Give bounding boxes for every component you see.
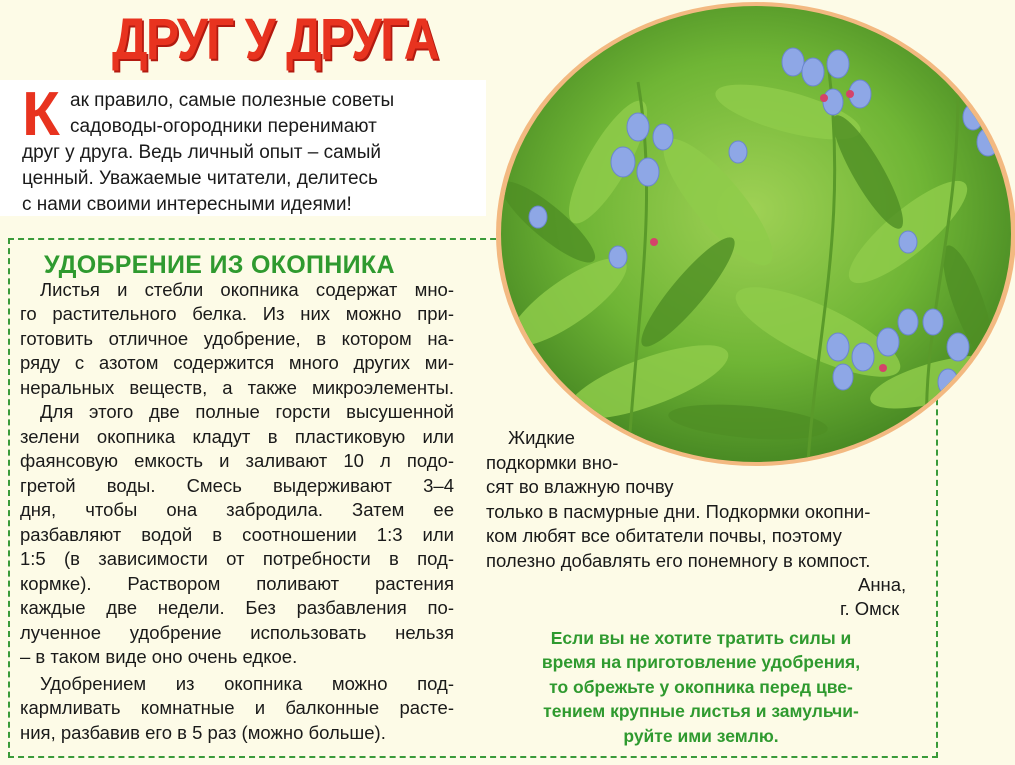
article-line: фаянсовую емкость и заливают 10 л подо- — [20, 450, 454, 471]
tip-line: время на приготовление удобрения, — [541, 652, 861, 672]
comfrey-photo — [488, 2, 1015, 466]
article-line: Удобрением из окопника можно под- — [40, 673, 454, 694]
article-line: Листья и стебли окопника содержат мно- — [40, 279, 454, 300]
intro-line-4: ценный. Уважаемые читатели, делитесь — [22, 168, 378, 189]
article-line: зелени окопника кладут в пластиковую или — [20, 426, 454, 447]
page-headline: ДРУГ У ДРУГА — [112, 7, 438, 72]
tip-line: тением крупные листья и замульчи- — [543, 701, 859, 721]
article-line: ния, разбавив его в 5 раз (можно больше). — [20, 722, 386, 743]
article-line: дня, чтобы она забродила. Затем ее — [20, 499, 454, 520]
author-name: Анна, — [858, 574, 907, 595]
continuation-line: подкормки вно- — [486, 452, 619, 473]
intro-line-2: садоводы-огородники перенимают — [70, 116, 377, 137]
tip-line: то обрежьте у окопника перед цве- — [549, 677, 853, 697]
intro-line-1: ак правило, самые полезные советы — [70, 90, 395, 111]
article-title: УДОБРЕНИЕ ИЗ ОКОПНИКА — [44, 251, 395, 279]
intro-line-3: друг у друга. Ведь личный опыт – самый — [22, 142, 381, 163]
article-line: Для этого две полные горсти высушенной — [40, 401, 454, 422]
article-line: кармливать комнатные и балконные расте- — [20, 697, 454, 718]
article-line: лученное удобрение использовать нельзя — [20, 622, 454, 643]
continuation-line: полезно добавлять его понемногу в компост. — [486, 550, 871, 571]
article-line: разбавляют водой в соотношении 1:3 или — [20, 524, 454, 545]
intro-line-5: с нами своими интересными идеями! — [22, 194, 352, 215]
continuation-line: ком любят все обитатели почвы, поэтому — [486, 525, 842, 546]
article-line: 1:5 (в зависимости от потребности в под- — [20, 548, 454, 569]
article-line: каждые две недели. Без разбавления по- — [20, 597, 454, 618]
article-line: ряду с азотом содержится много других ми- — [20, 352, 454, 373]
tip-line: руйте ими землю. — [623, 726, 779, 746]
author-city: г. Омск — [840, 598, 900, 619]
article-line: гретой воды. Смесь выдерживают 3–4 — [20, 475, 454, 496]
article-line: – в таком виде оно очень едкое. — [20, 646, 298, 667]
comfrey-photo-svg — [488, 2, 1015, 466]
tip-line: Если вы не хотите тратить силы и — [550, 628, 852, 648]
continuation-line: Жидкие — [508, 427, 575, 448]
article-line: кормке). Раствором поливают растения — [20, 573, 454, 594]
continuation-line: только в пасмурные дни. Подкормки окопни- — [486, 501, 871, 522]
intro-dropcap: К — [22, 80, 60, 149]
article-line: готовить отличное удобрение, в котором на- — [20, 328, 454, 349]
article-line: неральных веществ, а также микроэлементы. — [20, 377, 454, 398]
continuation-line: сят во влажную почву — [486, 476, 674, 497]
article-line: го растительного белка. Из них можно при- — [20, 303, 454, 324]
